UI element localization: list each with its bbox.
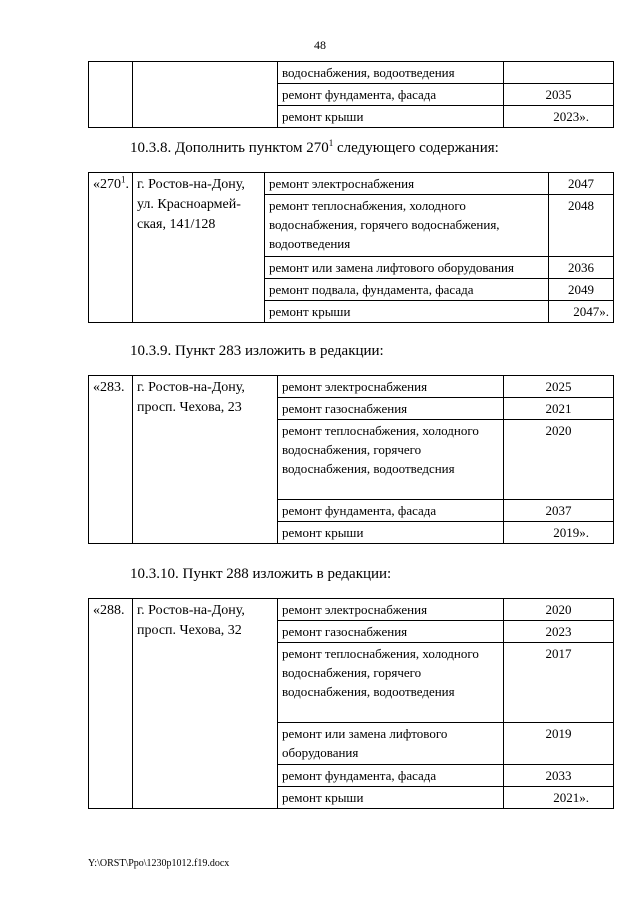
work-cell: ремонт электроснабжения bbox=[265, 173, 549, 195]
work-cell: ремонт теплоснабжения, холодного водоснабжения, горячего водоснабжения, водоотведения bbox=[265, 195, 549, 257]
year-cell: 2047». bbox=[549, 301, 614, 323]
table-continuation bbox=[88, 61, 614, 128]
table-row bbox=[89, 376, 614, 398]
item-number: «288. bbox=[89, 599, 133, 809]
table-item-288 bbox=[88, 598, 614, 809]
year-cell: 2036 bbox=[549, 257, 614, 279]
year-cell bbox=[504, 62, 614, 84]
year-cell: 2017 bbox=[504, 643, 614, 723]
item-number: «$270^1$. bbox=[89, 173, 133, 323]
work-cell: ремонт газоснабжения bbox=[278, 398, 504, 420]
section-heading-10-3-9: 10.3.9. Пункт 283 изложить в редакции: bbox=[130, 343, 384, 359]
table-item-283 bbox=[88, 375, 614, 544]
table-item-270-1 bbox=[88, 172, 614, 323]
year-cell: 2035 bbox=[504, 84, 614, 106]
table-row bbox=[89, 599, 614, 621]
work-cell: ремонт крыши bbox=[278, 522, 504, 544]
work-cell: ремонт газоснабжения bbox=[278, 621, 504, 643]
work-cell: ремонт фундамента, фасада bbox=[278, 500, 504, 522]
work-cell: ремонт фундамента, фасада bbox=[278, 765, 504, 787]
work-cell: ремонт теплоснабжения, холодного водоснабжения, горячего водоснабжения, водоотведсния bbox=[278, 420, 504, 500]
year-cell: 2021». bbox=[504, 787, 614, 809]
year-cell: 2049 bbox=[549, 279, 614, 301]
section-heading-10-3-8: 10.3.8. Дополнить пунктом $270^1$ следующего содержания: bbox=[130, 138, 499, 156]
work-cell: ремонт крыши bbox=[278, 787, 504, 809]
work-cell: ремонт теплоснабжения, холодного водоснабжения, горячего водоснабжения, водоотведения bbox=[278, 643, 504, 723]
year-cell: 2047 bbox=[549, 173, 614, 195]
work-cell: ремонт крыши bbox=[265, 301, 549, 323]
year-cell: 2023». bbox=[504, 106, 614, 128]
address-cell: г. Ростов-на-Дону, просп. Чехова, 23 bbox=[133, 376, 278, 544]
address-cell: г. Ростов-на-Дону, просп. Чехова, 32 bbox=[133, 599, 278, 809]
page-number: 48 bbox=[314, 38, 326, 52]
year-cell: 2021 bbox=[504, 398, 614, 420]
work-cell: ремонт фундамента, фасада bbox=[278, 84, 504, 106]
table-row bbox=[89, 62, 614, 84]
year-cell: 2048 bbox=[549, 195, 614, 257]
work-cell: ремонт электроснабжения bbox=[278, 376, 504, 398]
work-cell: водоснабжения, водоотведения bbox=[278, 62, 504, 84]
footer-file-path: Y:\ORST\Ppo\1230p1012.f19.docx bbox=[88, 858, 230, 869]
work-cell: ремонт или замена лифтового оборудования bbox=[278, 723, 504, 765]
year-cell: 2025 bbox=[504, 376, 614, 398]
work-cell: ремонт крыши bbox=[278, 106, 504, 128]
item-number: «283. bbox=[89, 376, 133, 544]
year-cell: 2033 bbox=[504, 765, 614, 787]
table-row bbox=[89, 173, 614, 195]
address-cell: г. Ростов-на-Дону, ул. Красноармей-ская, 141/128 bbox=[133, 173, 265, 323]
year-cell: 2020 bbox=[504, 599, 614, 621]
work-cell: ремонт подвала, фундамента, фасада bbox=[265, 279, 549, 301]
year-cell: 2020 bbox=[504, 420, 614, 500]
year-cell: 2023 bbox=[504, 621, 614, 643]
work-cell: ремонт электроснабжения bbox=[278, 599, 504, 621]
section-heading-10-3-10: 10.3.10. Пункт 288 изложить в редакции: bbox=[130, 566, 392, 582]
year-cell: 2037 bbox=[504, 500, 614, 522]
year-cell: 2019». bbox=[504, 522, 614, 544]
year-cell: 2019 bbox=[504, 723, 614, 765]
work-cell: ремонт или замена лифтового оборудования bbox=[265, 257, 549, 279]
